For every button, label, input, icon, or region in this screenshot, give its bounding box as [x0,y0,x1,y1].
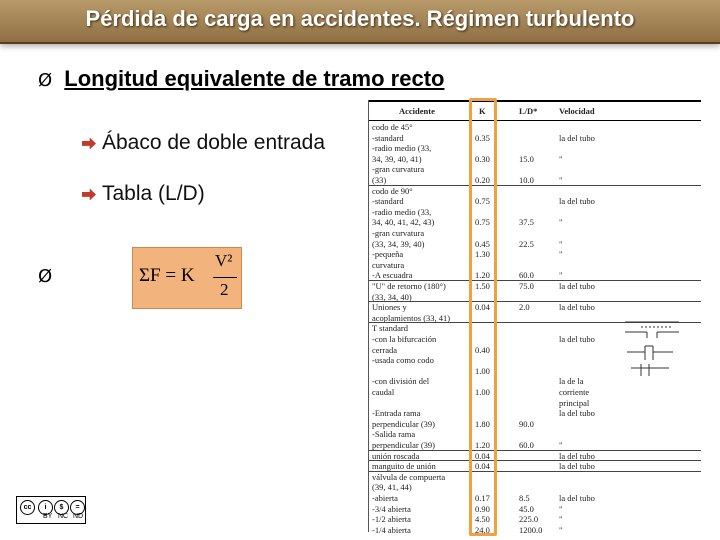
cell-ld: 8.5 [519,493,530,503]
cell-ld: 45.0 [519,503,534,514]
creative-commons-logo [16,496,86,524]
cell-accidente: manguito de unión [372,461,436,472]
cell-k: 0.04 [475,461,490,472]
cell-accidente: perpendicular (39) [372,418,436,429]
table-row [369,196,701,207]
table-row [369,281,701,292]
row-separator [369,450,701,451]
table-row [369,408,701,419]
bullet-formula [38,262,52,288]
cell-k: 0.04 [475,302,490,313]
cell-accidente: (39, 41, 44) [372,482,412,493]
cell-accidente: perpendicular (39) [372,440,436,450]
cell-ld: 10.0 [519,175,534,185]
cell-accidente: -usada como codo [372,355,434,366]
header-accidente: Accidente [399,106,435,116]
formula-numerator: V² [215,251,233,270]
row-separator [369,185,701,186]
row-separator [369,280,701,281]
header-ld: L/D* [519,106,538,116]
table-row [369,514,701,525]
table-row [369,429,701,440]
cell-velocidad: la del tubo [559,281,595,291]
cell-k: 1.20 [475,440,490,450]
cell-k: 1.00 [475,387,490,397]
cell-accidente: unión roscada [372,450,420,461]
formula-box [132,247,242,309]
cell-accidente: caudal [372,387,395,397]
license-nd: ND [73,513,84,520]
cell-accidente: Uniones y [372,302,407,313]
table-row [369,186,701,197]
table-row [369,164,701,175]
cell-k: 1.30 [475,249,490,260]
header-velocidad: Velocidad [559,106,595,116]
cell-k: 24.0 [475,524,490,535]
cell-accidente: -Salida rama [372,429,416,440]
cell-velocidad: " [559,238,563,249]
cell-accidente: (33, 34, 39, 40) [372,238,425,249]
cell-accidente: -standard [372,132,404,143]
bullet-arrow-icon: Ø [38,266,53,287]
cell-velocidad: la del tubo [559,493,595,503]
bullet-arrow-icon: Ø [38,70,53,91]
cell-accidente: "U" de retorno (180°) [372,281,446,291]
cell-accidente: -pequeña [372,249,404,260]
cell-velocidad: corriente [559,387,590,397]
cell-accidente: -con la bifurcación [372,334,437,344]
header-k: K [479,106,486,116]
cell-k: 0.90 [475,503,490,514]
by-icon: i [38,500,53,515]
cell-accidente: -Entrada rama [372,408,421,419]
cell-velocidad: la del tubo [559,450,595,461]
cell-ld: 37.5 [519,217,534,228]
cell-velocidad: " [559,524,563,535]
cell-ld: 60.0 [519,440,534,450]
table-row [369,207,701,218]
tee-diagram-2 [627,346,673,376]
row-separator [369,460,701,461]
table-row [369,482,701,493]
table-row [369,228,701,239]
cell-velocidad: " [559,440,563,450]
cell-k: 0.35 [475,132,490,143]
cell-accidente: -gran curvatura [372,164,425,175]
sub-bullet-tabla [82,182,205,206]
cell-accidente: 34, 40, 41, 42, 43) [372,217,435,228]
cell-accidente: -radio medio (33, [372,143,432,154]
cell-accidente: -A escuadra [372,270,413,281]
cell-velocidad: principal [559,397,590,408]
cell-velocidad: la del tubo [559,302,595,313]
cell-accidente: -standard [372,196,404,207]
table-row [369,217,701,228]
cell-velocidad: " [559,503,563,514]
cell-accidente: T standard [372,323,408,334]
cell-ld: 90.0 [519,418,534,429]
cell-ld: 22.5 [519,238,534,249]
table-row [369,504,701,515]
table-row [369,260,701,271]
table-row [369,398,701,409]
license-nc: NC [58,513,69,520]
sub-bullet-text: Tabla (L/D) [102,182,205,205]
cell-accidente: -gran curvatura [372,228,425,238]
cell-k: 0.17 [475,493,490,503]
cell-accidente: (33) [372,175,387,185]
cell-k: 0.40 [475,344,490,355]
slide-title: Pérdida de carga en accidentes. Régimen turbulento [85,6,635,31]
bullet-equivalent-length [38,66,444,92]
cell-accidente: -1/2 abierta [372,514,411,525]
cell-accidente: -3/4 abierta [372,503,411,514]
cell-accidente: cerrada [372,344,398,355]
cell-velocidad: la de la [559,376,584,387]
red-arrow-icon [82,137,96,149]
table-row [369,154,701,165]
fraction-bar [213,277,237,278]
cell-accidente: codo de 90° [372,185,413,196]
cell-ld: 15.0 [519,153,534,164]
table-header [369,100,701,121]
cell-k: 0.20 [475,175,490,185]
table-row [369,387,701,398]
cell-accidente: (33, 34, 40) [372,291,412,302]
table-row [369,143,701,154]
formula-denominator: 2 [220,280,229,299]
sub-bullet-text: Ábaco de doble entrada [102,131,326,154]
cell-velocidad: " [559,270,563,281]
cell-k: 0.75 [475,196,490,207]
cell-ld: 2.0 [519,302,530,313]
table-row [369,472,701,483]
nc-icon: $ [54,500,69,515]
cell-velocidad: la del tubo [559,461,595,472]
cell-k: 0.75 [475,217,490,228]
cell-velocidad: la del tubo [559,196,595,207]
fittings-table [368,100,701,535]
tee-diagrams [621,308,701,380]
cell-k: 1.80 [475,418,490,429]
cell-k: 1.20 [475,270,490,281]
table-row [369,419,701,430]
cc-icon: cc [20,500,35,515]
cell-ld: 225.0 [519,514,539,525]
cell-accidente: acoplamientos (33, 41) [372,312,451,323]
red-arrow-icon [82,188,96,200]
sub-bullet-abaco [82,131,325,155]
table-row [369,249,701,260]
nd-icon: = [70,500,85,515]
table-row [369,122,701,133]
cell-accidente: curvatura [372,259,405,270]
table-row [369,239,701,250]
table-row [369,525,701,536]
cell-velocidad: " [559,175,563,185]
cell-velocidad: la del tubo [559,132,595,143]
cell-accidente: 34, 39, 40, 41) [372,153,422,164]
cell-k: 1.00 [475,365,490,376]
row-separator [369,471,701,472]
cell-accidente: válvula de compuerta [372,471,446,482]
cell-velocidad: la del tubo [559,334,595,344]
cell-k: 4.50 [475,514,490,525]
cell-accidente: -abierta [372,493,398,503]
cell-accidente: codo de 45° [372,122,413,132]
cell-accidente: -con división del [372,376,430,387]
tee-diagram-1 [625,322,679,338]
cell-k: 0.04 [475,450,490,461]
cell-velocidad: " [559,217,563,228]
table-row [369,493,701,504]
cell-k: 1.50 [475,281,490,291]
formula-lhs: ΣF = K [139,265,195,286]
title-bar [0,0,720,44]
cell-k: 0.30 [475,153,490,164]
cell-ld: 60.0 [519,270,534,281]
cell-velocidad: " [559,249,563,260]
cell-velocidad: " [559,153,563,164]
cell-velocidad: la del tubo [559,408,595,419]
cell-ld: 75.0 [519,281,534,291]
cell-velocidad: " [559,514,563,525]
license-by: BY [43,513,53,520]
cell-accidente: -1/4 abierta [372,524,411,535]
bullet-text: Longitud equivalente de tramo recto [64,66,445,91]
k-column-highlight [469,98,497,536]
cell-accidente: -radio medio (33, [372,206,432,217]
row-separator [369,301,701,302]
cell-ld: 1200.0 [519,524,543,535]
cell-k: 0.45 [475,238,490,249]
table-row [369,133,701,144]
